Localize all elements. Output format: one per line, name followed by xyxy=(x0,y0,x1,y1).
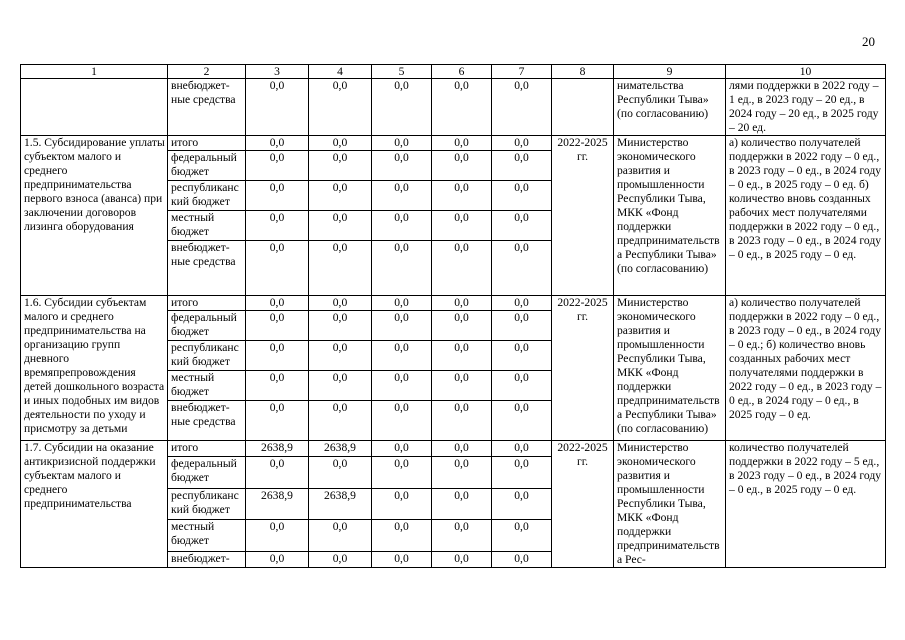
table-row xyxy=(21,136,886,151)
source-cell: внебюджет- xyxy=(168,552,246,568)
col-header: 10 xyxy=(726,65,886,79)
source-cell: итого xyxy=(168,296,246,311)
value-cell: 2638,9 xyxy=(309,441,372,457)
value-cell: 0,0 xyxy=(372,311,432,341)
value-cell: 0,0 xyxy=(492,520,552,552)
value-cell: 0,0 xyxy=(432,520,492,552)
value-cell: 0,0 xyxy=(246,136,309,151)
value-cell: 0,0 xyxy=(492,151,552,181)
value-cell: 0,0 xyxy=(432,552,492,568)
source-cell: местный бюджет xyxy=(168,211,246,241)
value-cell: 0,0 xyxy=(432,341,492,371)
table-row xyxy=(21,296,886,311)
col-header: 8 xyxy=(552,65,614,79)
executor-cell: Министерство экономического развития и промышленности Республики Тыва, МКК «Фонд поддержки предпринимательства Республики Тыва» (по согласованию) xyxy=(614,296,726,441)
value-cell: 0,0 xyxy=(246,311,309,341)
executor-cell: нимательства Республики Тыва» (по согласованию) xyxy=(614,79,726,136)
value-cell: 0,0 xyxy=(246,520,309,552)
value-cell: 0,0 xyxy=(432,456,492,488)
col-header: 7 xyxy=(492,65,552,79)
value-cell: 0,0 xyxy=(492,296,552,311)
value-cell: 0,0 xyxy=(492,341,552,371)
source-cell: итого xyxy=(168,441,246,457)
measure-title: 1.6. Субсидии субъектам малого и среднего предпринимательства на организацию групп дневного времяпрепровождения детей дошкольного возраста и иных подобных им видов деятельности по уходу и присмотру за детьми xyxy=(21,296,168,441)
value-cell: 0,0 xyxy=(492,441,552,457)
table-row xyxy=(21,441,886,457)
page-number: 20 xyxy=(862,34,875,49)
source-cell: местный бюджет xyxy=(168,371,246,401)
value-cell: 0,0 xyxy=(372,552,432,568)
measure-cell xyxy=(21,79,168,136)
value-cell: 0,0 xyxy=(309,371,372,401)
value-cell: 0,0 xyxy=(432,401,492,441)
value-cell: 0,0 xyxy=(309,520,372,552)
value-cell: 0,0 xyxy=(372,79,432,136)
value-cell: 0,0 xyxy=(432,296,492,311)
value-cell: 0,0 xyxy=(246,456,309,488)
value-cell: 0,0 xyxy=(492,311,552,341)
value-cell: 0,0 xyxy=(372,211,432,241)
col-header: 3 xyxy=(246,65,309,79)
value-cell: 2638,9 xyxy=(246,441,309,457)
value-cell: 0,0 xyxy=(492,456,552,488)
result-cell: а) количество получателей поддержки в 2022 году – 0 ед., в 2023 году – 0 ед., в 2024 году – 0 ед.; б) количество вновь созданных рабочих мест получателями поддержки в 2022 году – 0 ед., в 2023 году – 0 ед., в 2024 году – 0 ед., в 2025 году – 0 ед. xyxy=(726,296,886,441)
measure-title: 1.7. Субсидии на оказание антикризисной поддержки субъектам малого и среднего предпринимательства xyxy=(21,441,168,568)
value-cell: 0,0 xyxy=(246,241,309,296)
value-cell: 0,0 xyxy=(309,211,372,241)
value-cell: 0,0 xyxy=(372,401,432,441)
value-cell: 0,0 xyxy=(432,441,492,457)
value-cell: 0,0 xyxy=(432,211,492,241)
source-cell: местный бюджет xyxy=(168,520,246,552)
col-header: 5 xyxy=(372,65,432,79)
executor-cell: Министерство экономического развития и промышленности Республики Тыва, МКК «Фонд поддержки предпринимательства Рес- xyxy=(614,441,726,568)
value-cell: 0,0 xyxy=(372,441,432,457)
value-cell: 0,0 xyxy=(246,79,309,136)
result-cell: лями поддержки в 2022 году – 1 ед., в 2023 году – 20 ед., в 2024 году – 20 ед., в 2025 году – 20 ед. xyxy=(726,79,886,136)
col-header: 2 xyxy=(168,65,246,79)
value-cell: 2638,9 xyxy=(246,488,309,520)
value-cell: 0,0 xyxy=(432,79,492,136)
value-cell: 0,0 xyxy=(372,341,432,371)
value-cell: 0,0 xyxy=(432,241,492,296)
col-header: 4 xyxy=(309,65,372,79)
result-cell: а) количество получателей поддержки в 2022 году – 0 ед., в 2023 году – 0 ед., в 2024 году – 0 ед., в 2025 году – 0 ед. б) количество вновь созданных рабочих мест получателями поддержки в 2022 году – 0 ед., в 2023 году – 0 ед., в 2024 году – 0 ед., в 2025 году – 0 ед. xyxy=(726,136,886,296)
source-cell: внебюджет-ные средства xyxy=(168,401,246,441)
value-cell: 0,0 xyxy=(492,488,552,520)
executor-cell: Министерство экономического развития и промышленности Республики Тыва, МКК «Фонд поддержки предпринимательства Республики Тыва» (по согласованию) xyxy=(614,136,726,296)
program-table xyxy=(20,64,886,568)
value-cell: 0,0 xyxy=(492,241,552,296)
value-cell: 0,0 xyxy=(372,488,432,520)
col-header: 6 xyxy=(432,65,492,79)
value-cell: 0,0 xyxy=(432,488,492,520)
value-cell: 0,0 xyxy=(432,311,492,341)
value-cell: 0,0 xyxy=(372,136,432,151)
col-header: 9 xyxy=(614,65,726,79)
value-cell: 0,0 xyxy=(246,211,309,241)
continuation-row xyxy=(21,79,886,136)
value-cell: 0,0 xyxy=(309,311,372,341)
value-cell: 0,0 xyxy=(309,79,372,136)
value-cell: 0,0 xyxy=(372,371,432,401)
measure-title: 1.5. Субсидирование уплаты субъектом малого и среднего предпринимательства первого взноса (аванса) при заключении договоров лизинга оборудования xyxy=(21,136,168,296)
value-cell: 0,0 xyxy=(309,136,372,151)
value-cell: 0,0 xyxy=(246,341,309,371)
value-cell: 0,0 xyxy=(309,401,372,441)
value-cell: 0,0 xyxy=(372,520,432,552)
source-cell: республиканский бюджет xyxy=(168,181,246,211)
col-header: 1 xyxy=(21,65,168,79)
value-cell: 0,0 xyxy=(309,241,372,296)
value-cell: 0,0 xyxy=(492,211,552,241)
period-cell: 2022-2025 гг. xyxy=(552,441,614,568)
value-cell: 0,0 xyxy=(372,456,432,488)
value-cell: 0,0 xyxy=(492,181,552,211)
value-cell: 0,0 xyxy=(432,371,492,401)
value-cell: 0,0 xyxy=(372,181,432,211)
value-cell: 0,0 xyxy=(246,296,309,311)
value-cell: 2638,9 xyxy=(309,488,372,520)
source-cell: федеральный бюджет xyxy=(168,311,246,341)
value-cell: 0,0 xyxy=(309,296,372,311)
value-cell: 0,0 xyxy=(492,79,552,136)
value-cell: 0,0 xyxy=(246,552,309,568)
period-cell xyxy=(552,79,614,136)
source-cell: внебюджет-ные средства xyxy=(168,241,246,296)
value-cell: 0,0 xyxy=(246,401,309,441)
result-cell: количество получателей поддержки в 2022 году – 5 ед., в 2023 году – 0 ед., в 2024 году – 0 ед., в 2025 году – 0 ед. xyxy=(726,441,886,568)
source-cell: итого xyxy=(168,136,246,151)
value-cell: 0,0 xyxy=(372,241,432,296)
value-cell: 0,0 xyxy=(309,181,372,211)
source-cell: федеральный бюджет xyxy=(168,151,246,181)
value-cell: 0,0 xyxy=(372,151,432,181)
value-cell: 0,0 xyxy=(309,552,372,568)
value-cell: 0,0 xyxy=(246,181,309,211)
source-cell: внебюджет-ные средства xyxy=(168,79,246,136)
source-cell: республиканский бюджет xyxy=(168,488,246,520)
source-cell: федеральный бюджет xyxy=(168,456,246,488)
header-row xyxy=(21,65,886,79)
value-cell: 0,0 xyxy=(492,371,552,401)
value-cell: 0,0 xyxy=(432,151,492,181)
value-cell: 0,0 xyxy=(492,401,552,441)
value-cell: 0,0 xyxy=(432,136,492,151)
value-cell: 0,0 xyxy=(309,456,372,488)
source-cell: республиканский бюджет xyxy=(168,341,246,371)
value-cell: 0,0 xyxy=(372,296,432,311)
period-cell: 2022-2025 гг. xyxy=(552,136,614,296)
value-cell: 0,0 xyxy=(492,552,552,568)
value-cell: 0,0 xyxy=(246,371,309,401)
period-cell: 2022-2025 гг. xyxy=(552,296,614,441)
value-cell: 0,0 xyxy=(432,181,492,211)
value-cell: 0,0 xyxy=(309,151,372,181)
value-cell: 0,0 xyxy=(309,341,372,371)
value-cell: 0,0 xyxy=(492,136,552,151)
value-cell: 0,0 xyxy=(246,151,309,181)
